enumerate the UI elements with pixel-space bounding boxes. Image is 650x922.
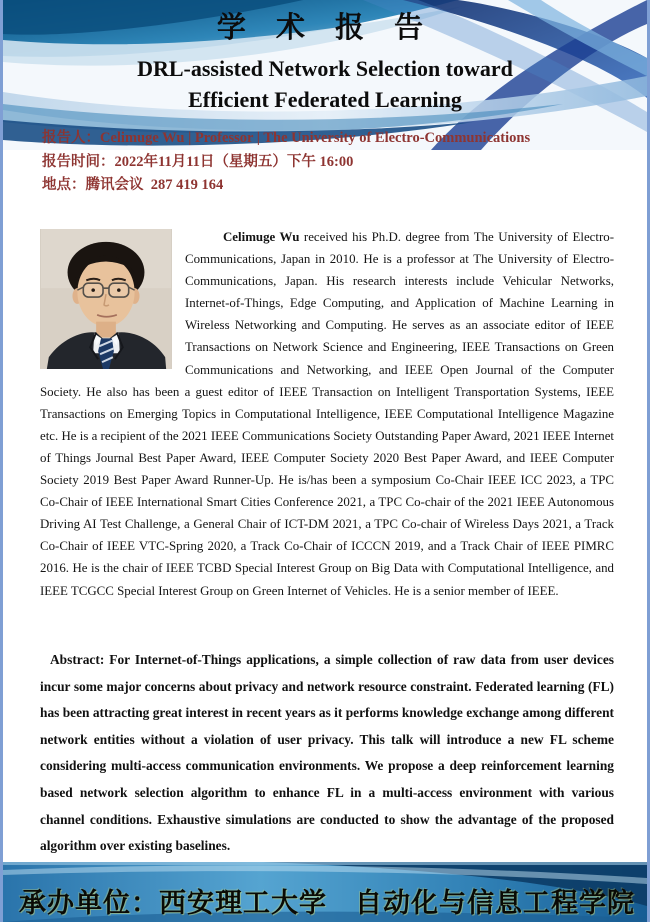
speaker-line: 报告人：Celimuge Wu | Professor | The University of Electro-Communications (42, 130, 531, 146)
biography-section (40, 226, 614, 602)
venue-line: 地点：腾讯会议 287 419 164 (42, 177, 224, 193)
talk-meta-block (42, 127, 624, 198)
abstract-section (40, 647, 614, 860)
abstract-label: Abstract: (50, 652, 105, 667)
speaker-name: Celimuge Wu (223, 230, 300, 244)
page-border-left (0, 0, 3, 922)
biography-text: received his Ph.D. degree from The University of Electro-Communications, Japan in 2010. He is a professor at The University of Electro-Communications, Japan. His research interests include Vehicular Networks, Internet-of-Things, Edge Computing, and Application of Machine Learning in Wireless Networking and Computing. He serves as an associate editor of IEEE Transactions on Network Science and Engineering, IEEE Transactions on Green Communications and Networking, and IEEE Open Journal of the Computer Society. He also has been a guest editor of IEEE Transaction on Intelligent Transportation Systems, IEEE Transactions on Emerging Topics in Computational Intelligence, IEEE Computational Intelligence Magazine etc. He is a recipient of the 2021 IEEE Communications Society Outstanding Paper Award, 2021 IEEE Internet of Things Journal Best Paper Award, IEEE Computer Society 2020 Best Paper Award, and IEEE Computer Society 2019 Best Paper Award Runner-Up. He is/has been a symposium Co-Chair IEEE ICC 2023, a TPC Co-Chair of IEEE International Smart Cities Conference 2021, a TPC Co-chair of the 2021 IEEE Autonomous Driving AI Test Challenge, a General Chair of ICT-DM 2021, a TPC Co-chair of Wireless Days 2021, a Track Co-Chair of IEEE VTC-Spring 2020, a Track Co-Chair of ICCCN 2019, and a Track Chair of IEEE PIMRC 2016. He is the chair of IEEE TCBD Special Interest Group on Big Data with Computational Intelligence, and IEEE TCGCC Special Interest Group on Green Internet of Vehicles. He is a senior member of IEEE. (40, 230, 614, 598)
event-type-heading: 学 术 报 告 (216, 10, 434, 44)
abstract-text: For Internet-of-Things applications, a simple collection of raw data from user devices incur some major concerns about privacy and network resource constraint. Federated learning (FL) has been attracting great interest in recent years as it performs knowledge exchange among different network entities without a violation of user privacy. This talk will introduce a new FL scheme considering multi-access communication environments. We propose a deep reinforcement learning based network selection algorithm to enhance FL in a multi-access environment with various channel conditions. Exhaustive simulations are conducted to show the advantage of the proposed algorithm over existing baselines. (40, 652, 614, 854)
banner-text-block (3, 0, 647, 115)
speaker-photo (40, 229, 172, 369)
talk-title-line2: Efficient Federated Learning (188, 87, 462, 112)
time-line: 报告时间：2022年11月11日（星期五）下午 16:00 (42, 153, 354, 170)
talk-title-line1: DRL-assisted Network Selection toward (137, 56, 513, 81)
abstract-paragraph (40, 647, 614, 860)
organizer-line: 承办单位：西安理工大学 自动化与信息工程学院 (19, 888, 635, 919)
speaker-portrait-graphic (40, 229, 172, 369)
footer-banner (3, 862, 647, 922)
